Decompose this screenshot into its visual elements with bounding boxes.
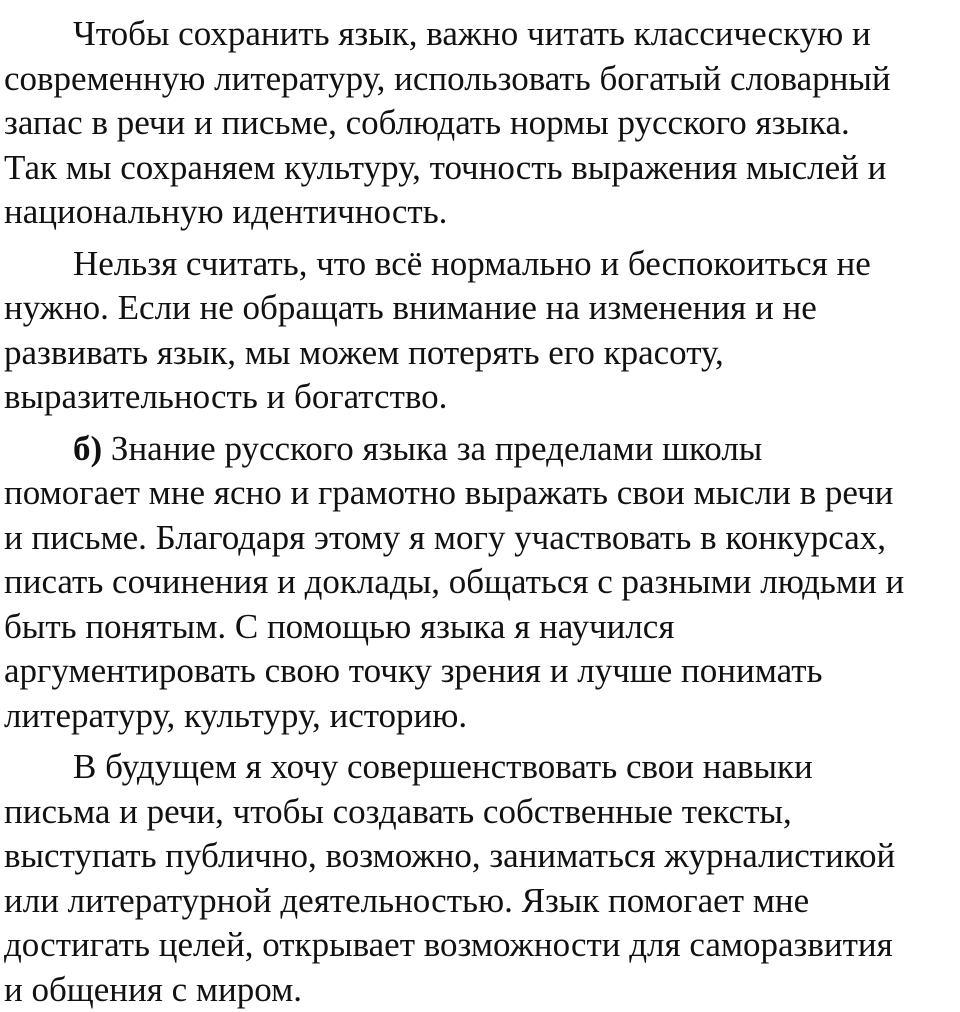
paragraph-line: Так мы сохраняем культуру, точность выражения мыслей и (4, 146, 954, 191)
paragraph-3 (4, 427, 954, 739)
paragraph-line: и общения с миром. (4, 968, 954, 1012)
paragraph-2 (4, 242, 954, 420)
paragraph-line: письма и речи, чтобы создавать собственные тексты, (4, 790, 954, 835)
paragraph-line: или литературной деятельностью. Язык помогает мне (4, 879, 954, 924)
paragraph-line: Чтобы сохранить язык, важно читать классическую и (4, 12, 954, 57)
item-marker: б) (73, 429, 102, 468)
paragraph-line: быть понятым. С помощью языка я научился (4, 605, 954, 650)
paragraph-line: выступать публично, возможно, заниматься журналистикой (4, 834, 954, 879)
paragraph-4 (4, 745, 954, 1012)
paragraph-line: Нельзя считать, что всё нормально и беспокоиться не (4, 242, 954, 287)
paragraph-line: развивать язык, мы можем потерять его красоту, (4, 331, 954, 376)
paragraph-line: помогает мне ясно и грамотно выражать свои мысли в речи (4, 471, 954, 516)
paragraph-line: литературу, культуру, историю. (4, 694, 954, 739)
paragraph-line: выразительность и богатство. (4, 375, 954, 420)
paragraph-line: аргументировать свою точку зрения и лучше понимать (4, 649, 954, 694)
paragraph-line: В будущем я хочу совершенствовать свои навыки (4, 745, 954, 790)
paragraph-line: современную литературу, использовать богатый словарный (4, 57, 954, 102)
paragraph-line: и письме. Благодаря этому я могу участвовать в конкурсах, (4, 516, 954, 561)
paragraph-line-first (4, 427, 954, 472)
paragraph-1 (4, 12, 954, 235)
paragraph-line-text: Знание русского языка за пределами школы (111, 429, 762, 468)
paragraph-line: достигать целей, открывает возможности для саморазвития (4, 923, 954, 968)
paragraph-line: нужно. Если не обращать внимание на изменения и не (4, 286, 954, 331)
paragraph-line: запас в речи и письме, соблюдать нормы русского языка. (4, 101, 954, 146)
paragraph-line: национальную идентичность. (4, 190, 954, 235)
paragraph-line: писать сочинения и доклады, общаться с разными людьми и (4, 560, 954, 605)
